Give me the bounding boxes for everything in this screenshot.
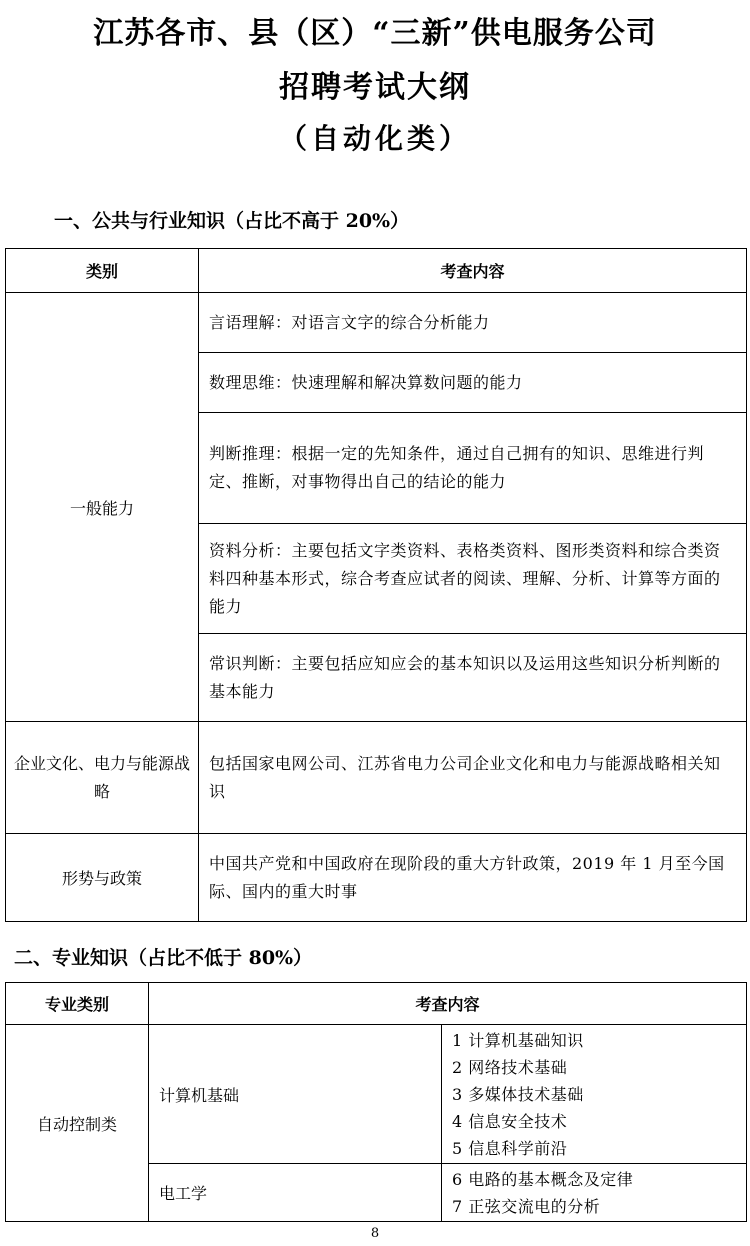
- content-cell: 言语理解：对语言文字的综合分析能力: [199, 293, 747, 353]
- section2-heading: 二、专业知识（占比不低于 80%）: [14, 947, 313, 969]
- list-item: 3 多媒体技术基础: [452, 1084, 584, 1104]
- col-category-header: 专业类别: [6, 983, 149, 1025]
- professional-knowledge-table: [5, 982, 747, 1222]
- page-number: 8: [370, 1226, 380, 1241]
- policy-label: 形势与政策: [6, 834, 199, 922]
- content-cell: 常识判断：主要包括应知应会的基本知识以及运用这些知识分析判断的基本能力: [199, 634, 747, 722]
- list-item: 6 电路的基本概念及定律: [452, 1169, 634, 1189]
- title-line-1: 江苏各市、县（区）“三新”供电服务公司: [93, 16, 657, 51]
- title-line-3: （自动化类）: [278, 122, 471, 155]
- policy-content: 中国共产党和中国政府在现阶段的重大方针政策，2019 年 1 月至今国际、国内的重大时事: [199, 834, 747, 922]
- list-item: 7 正弦交流电的分析: [452, 1196, 601, 1216]
- title-line-2: 招聘考试大纲: [279, 70, 471, 105]
- content-cell: 资料分析：主要包括文字类资料、表格类资料、图形类资料和综合类资料四种基本形式，综合考查应试者的阅读、理解、分析、计算等方面的能力: [199, 524, 747, 634]
- content-cell: 数理思维：快速理解和解决算数问题的能力: [199, 353, 747, 413]
- culture-content: 包括国家电网公司、江苏省电力公司企业文化和电力与能源战略相关知识: [199, 722, 747, 834]
- general-ability-label: 一般能力: [6, 293, 199, 722]
- col-category-header: 类别: [6, 249, 199, 293]
- computer-items-cell: [442, 1025, 747, 1164]
- computer-basics-label: 计算机基础: [149, 1025, 442, 1164]
- list-item: 2 网络技术基础: [452, 1057, 568, 1077]
- section1-heading: 一、公共与行业知识（占比不高于 20%）: [54, 210, 410, 232]
- list-item: 5 信息科学前沿: [452, 1138, 568, 1158]
- list-item: 1 计算机基础知识: [452, 1030, 584, 1050]
- list-item: 4 信息安全技术: [452, 1111, 568, 1131]
- culture-label: 企业文化、电力与能源战略: [6, 722, 199, 834]
- col-content-header: 考查内容: [199, 249, 747, 293]
- public-knowledge-table: [5, 248, 747, 922]
- col-content-header: 考查内容: [149, 983, 747, 1025]
- electrical-label: 电工学: [149, 1164, 442, 1222]
- category-label: 自动控制类: [6, 1025, 149, 1222]
- content-cell: 判断推理：根据一定的先知条件，通过自己拥有的知识、思维进行判定、推断，对事物得出自己的结论的能力: [199, 413, 747, 524]
- electrical-items-cell: [442, 1164, 747, 1222]
